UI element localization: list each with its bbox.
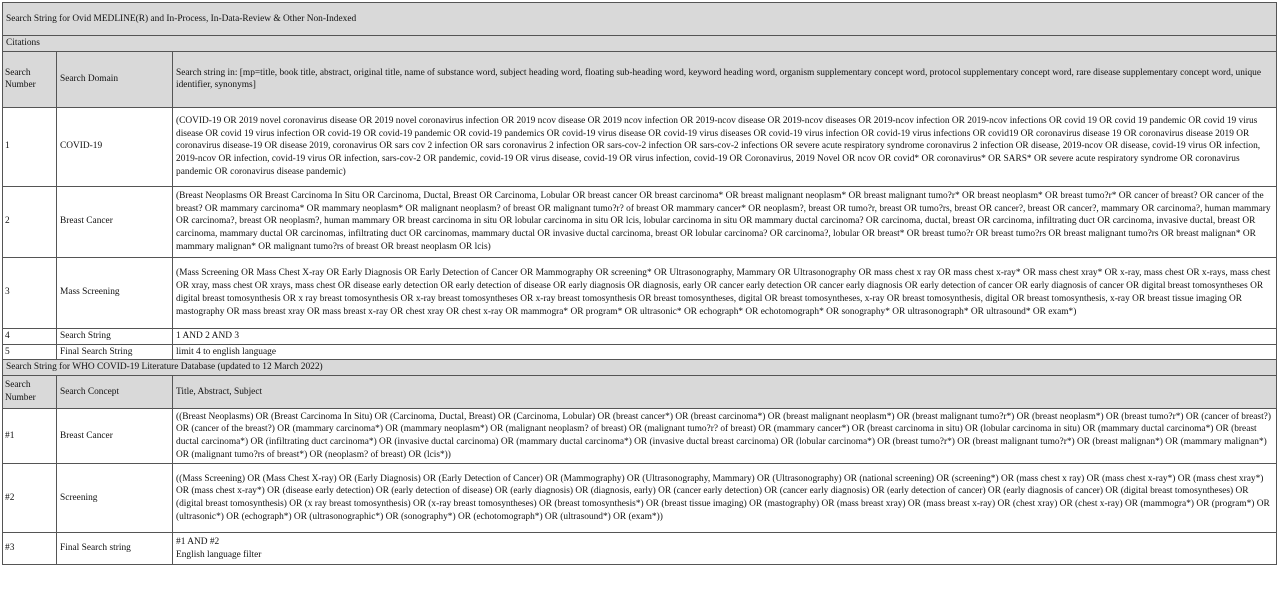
row-search-string: (COVID-19 OR 2019 novel coronavirus disease OR 2019 novel coronavirus infection OR 2019 ncov disease OR 2019 ncov infection OR 2019-ncov disease OR 2019-ncov diseases OR 2019-ncov infection OR 2019-ncov infections OR covid 19 OR covid 19 pandemic OR covid 19 virus disease OR covid 19 virus infection OR covid-19 OR covid-19 pandemic OR covid-19 pandemics OR covid-19 virus disease OR covid-19 virus diseases OR covid-19 virus infection OR covid-19 virus infections OR covid19 OR coronavirus disease 19 OR coronavirus disease 2019 OR coronavirus disease-19 OR disease 2019, coronavirus OR sars cov 2 infection OR sars coronavirus 2 infection OR sars-cov-2 infection OR sars-cov-2 infections OR severe acute respiratory syndrome coronavirus 2 infection OR disease, 2019-ncov OR disease, covid-19 virus OR infection, 2019-ncov OR infection, covid-19 virus OR infection, sars-cov-2 OR pandemic, covid-19 OR virus disease, covid-19 OR virus infection, covid-19 OR Coronavirus, 2019 Novel OR ncov OR covid* OR coronavirus* OR SARS* OR severe acute respiratory syndrome OR coronavirus pandemic OR coronavirus disease pandemic): [173, 107, 1277, 186]
row-number: 5: [3, 344, 57, 360]
row-domain: Mass Screening: [57, 257, 173, 328]
citations-label: Citations: [3, 36, 1277, 52]
row-number: #2: [3, 464, 57, 533]
header-search-number: Search Number: [3, 376, 57, 409]
row-search-string-line: #1 AND #2: [176, 536, 220, 547]
table-row: [3, 409, 1277, 464]
row-number: 4: [3, 328, 57, 344]
row-number: #3: [3, 533, 57, 565]
ovid-title-row: [3, 3, 1277, 36]
row-search-string: ((Mass Screening) OR (Mass Chest X-ray) OR (Early Diagnosis) OR (Early Detection of Cancer) OR (Mammography) OR (Ultrasonography, Mammary) OR (Ultrasonography) OR (national screening) OR (screening*) OR (mass chest x ray) OR (mass chest x-ray*) OR (mass chest xray*) OR (mass chest x-ray*) OR (disease early detection) OR (early detection of disease) OR (early diagnosis) OR (diagnosis, early) OR (cancer early detection) OR (cancer early diagnosis) OR (early detection of cancer) OR (early diagnosis of cancer) OR (digital breast tomosyntheses) OR (digital breast tomosynthesis) OR (x ray breast tomosynthesis) OR (x-ray breast tomosyntheses) OR (breast tomosynthesis*) OR (breast tissue imaging) OR (mastography) OR (mass breast xray) OR (mass breast x-ray) OR (chest xray) OR (chest x-ray) OR (mammogra*) OR (program*) OR (ultrasonic*) OR (echograph*) OR (ultrasonographic*) OR (sonography*) OR (echotomograph*) OR (ultrasound*) OR (exam*)): [173, 464, 1277, 533]
header-fields: Title, Abstract, Subject: [173, 376, 1277, 409]
row-number: 3: [3, 257, 57, 328]
table-row: [3, 186, 1277, 257]
row-number: 2: [3, 186, 57, 257]
table-row: [3, 257, 1277, 328]
header-search-concept: Search Concept: [57, 376, 173, 409]
citations-row: [3, 36, 1277, 52]
who-header-row: [3, 376, 1277, 409]
row-number: #1: [3, 409, 57, 464]
table-row: [3, 344, 1277, 360]
header-search-string-label: Search string in:: [176, 67, 238, 78]
row-search-string: (Mass Screening OR Mass Chest X-ray OR Early Diagnosis OR Early Detection of Cancer OR Mammography OR screening* OR Ultrasonography, Mammary OR Ultrasonography OR mass chest x ray OR mass chest x-ray* OR mass chest xray* OR x-ray, mass chest OR x-rays, mass chest OR xray, mass chest OR xrays, mass chest OR disease early detection OR early detection of disease OR early diagnosis OR diagnosis, early OR cancer early detection OR cancer early diagnosis OR early detection of cancer OR early diagnosis of cancer OR digital breast tomosyntheses OR digital breast tomosynthesis OR x ray breast tomosynthesis OR x-ray breast tomosyntheses OR x-ray breast tomosynthesis OR breast tomosyntheses, digital OR breast tomosyntheses, x-ray OR breast tomosynthesis, digital OR breast tomosynthesis, x-ray OR breast tissue imaging OR mastography OR mass breast xray OR mass breast x-ray OR chest xray OR chest x-ray OR mammogra* OR program* OR ultrasonic* OR echograph* OR echotomograph* OR sonography* OR ultrasonograph* OR ultrasound* OR exam*): [173, 257, 1277, 328]
table-row: [3, 107, 1277, 186]
row-domain: Final Search String: [57, 344, 173, 360]
ovid-header-row: [3, 51, 1277, 107]
header-search-string-fields: [mp=title, book title, abstract, original title, name of substance word, subject heading word, floating sub-heading word, keyword heading word, organism supplementary concept word, protocol supplementary concept word, rare disease supplementary concept word, unique identifier, synonyms]: [176, 67, 1262, 91]
row-search-string: limit 4 to english language: [173, 344, 1277, 360]
ovid-title: Search String for Ovid MEDLINE(R) and In-Process, In-Data-Review & Other Non-Indexed: [3, 3, 1277, 36]
row-concept: Breast Cancer: [57, 409, 173, 464]
search-strategy-table: [2, 2, 1277, 565]
row-domain: COVID-19: [57, 107, 173, 186]
row-search-string: (Breast Neoplasms OR Breast Carcinoma In Situ OR Carcinoma, Ductal, Breast OR Carcinoma, Lobular OR breast cancer OR breast carcinoma* OR breast malignant neoplasm* OR breast malignant tumo?r* OR breast neoplasm* OR breast tumo?r* OR cancer of breast? OR cancer of the breast? OR mammary carcinoma* OR mammary neoplasm* OR malignant neoplasm? of breast OR malignant tumo?r? of breast OR mammary cancer* OR neoplasm?, breast OR tumo?r, breast OR tumo?rs, breast OR cancer?, breast OR cancer?, mammary OR carcinoma?, human mammary OR carcinoma?, breast OR neoplasm?, human mammary OR breast carcinoma in situ OR lobular carcinoma in situ OR lcis, lobular carcinoma in situ OR mammary ductal carcinoma? OR carcinoma, ductal, breast OR carcinoma, infiltrating duct OR carcinoma, invasive ductal, breast OR carcinoma, mammary ductal OR carcinomas, infiltrating duct OR carcinomas, mammary ductal OR invasive ductal carcinoma, breast OR lobular carcinoma? OR carcinoma?, lobular OR breast* OR breast tumo?r OR breast tumo?rs OR breast malignant tumo?rs OR breast malignan* OR mammary malignan* OR malignant tumo?rs of breast OR breast neoplasm OR lcis): [173, 186, 1277, 257]
row-search-string: 1 AND 2 AND 3: [173, 328, 1277, 344]
header-search-domain: Search Domain: [57, 51, 173, 107]
row-number: 1: [3, 107, 57, 186]
row-concept: Screening: [57, 464, 173, 533]
row-search-string-line: English language filter: [176, 549, 262, 560]
who-title-row: [3, 360, 1277, 376]
row-search-string: [173, 533, 1277, 565]
header-search-number: Search Number: [3, 51, 57, 107]
row-domain: Search String: [57, 328, 173, 344]
table-row: [3, 533, 1277, 565]
header-search-string: [173, 51, 1277, 107]
who-title: Search String for WHO COVID-19 Literature Database (updated to 12 March 2022): [3, 360, 1277, 376]
row-search-string: ((Breast Neoplasms) OR (Breast Carcinoma In Situ) OR (Carcinoma, Ductal, Breast) OR (Carcinoma, Lobular) OR (breast cancer*) OR (breast carcinoma*) OR (breast malignant neoplasm*) OR (breast malignant tumo?r*) OR (breast neoplasm*) OR (breast tumo?r*) OR (cancer of breast?) OR (cancer of the breast?) OR (mammary carcinoma*) OR (mammary neoplasm*) OR (malignant neoplasm? of breast) OR (malignant tumo?r? of breast) OR (mammary cancer*) OR (breast carcinoma in situ) OR (lobular carcinoma in situ) OR (mammary ductal carcinoma*) OR (breast ductal carcinoma*) OR (infiltrating duct carcinoma*) OR (invasive ductal carcinoma) OR (mammary ductal carcinoma*) OR (invasive ductal breast carcinoma) OR (lobular carcinoma*) OR (breast tumo?r*) OR (breast malignant tumo?r*) OR (breast malignan*) OR (mammary malignan*) OR (malignant tumo?rs of breast*) OR (neoplasm? of breast) OR (lcis*)): [173, 409, 1277, 464]
table-row: [3, 328, 1277, 344]
table-row: [3, 464, 1277, 533]
row-concept: Final Search string: [57, 533, 173, 565]
row-domain: Breast Cancer: [57, 186, 173, 257]
